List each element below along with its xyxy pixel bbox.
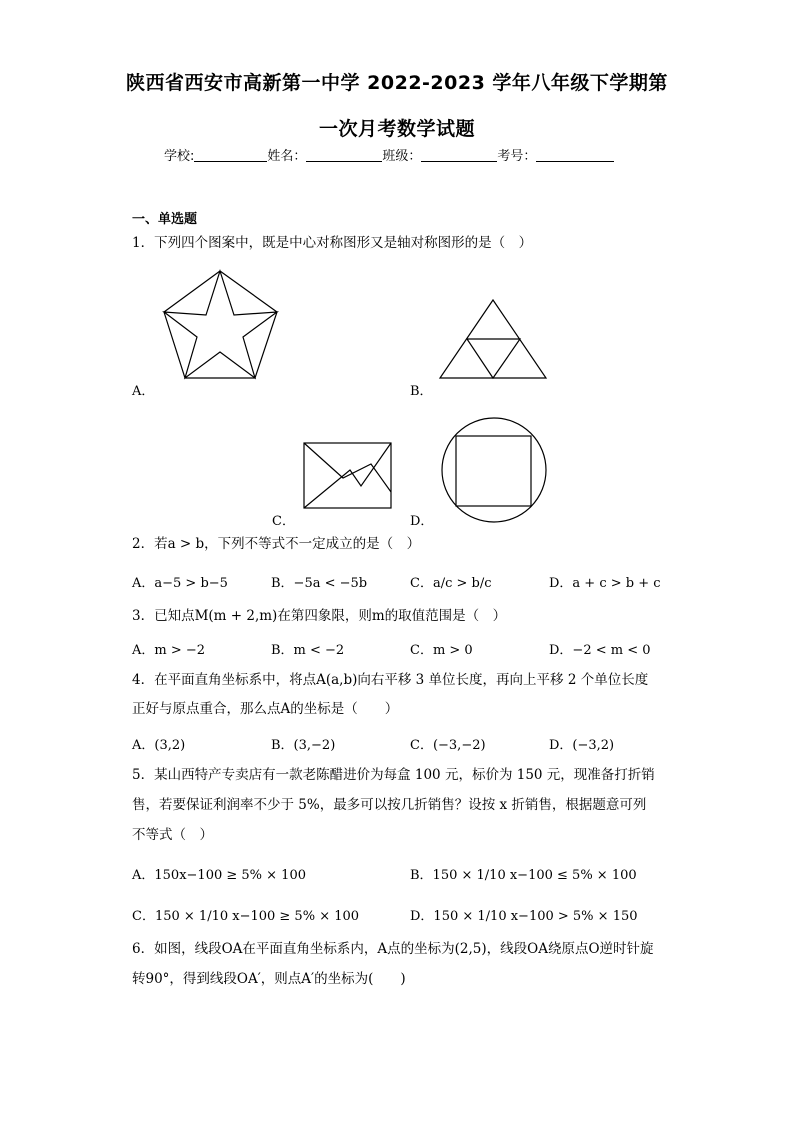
question-5-stem-line-1: 5．某山西特产专卖店有一款老陈醋进价为每盒 100 元，标价为 150 元，现准备打折销 <box>132 767 655 783</box>
circle-square-icon <box>441 417 549 525</box>
q4-option-d[interactable]: D．(−3,2) <box>549 738 615 753</box>
q1-option-b-label[interactable]: B． <box>410 384 433 399</box>
q3-option-d[interactable]: D．−2 < m < 0 <box>549 643 651 658</box>
exam-number-label: 考号： <box>497 149 537 164</box>
info-fields <box>164 145 614 164</box>
question-2-stem: 2．若a > b，下列不等式不一定成立的是（ ） <box>132 536 421 552</box>
q2-option-c[interactable]: C．a/c > b/c <box>410 576 492 591</box>
q3-option-a[interactable]: A．m > −2 <box>132 643 206 658</box>
q2-option-d[interactable]: D．a + c > b + c <box>549 576 661 591</box>
question-5-stem-line-3: 不等式（ ） <box>132 827 213 843</box>
name-label: 姓名： <box>267 149 307 164</box>
q4-option-b[interactable]: B．(3,−2) <box>271 738 336 753</box>
triangle-subdivided-icon <box>440 298 550 380</box>
name-blank[interactable] <box>306 147 382 162</box>
question-5-stem-line-2: 售，若要保证利润率不少于 5%，最多可以按几折销售？设按 x 折销售，根据题意可列 <box>132 797 647 813</box>
q2-option-b[interactable]: B．−5a < −5b <box>271 576 368 591</box>
q4-option-c[interactable]: C．(−3,−2) <box>410 738 486 753</box>
question-3-stem: 3．已知点M(m + 2,m)在第四象限，则m的取值范围是（ ） <box>132 608 507 624</box>
exam-number-blank[interactable] <box>536 147 614 162</box>
q5-option-c[interactable]: C．150 × 1/10 x−100 ≥ 5% × 100 <box>132 909 360 924</box>
question-6-stem-line-1: 6．如图，线段OA在平面直角坐标系内，A点的坐标为(2,5)，线段OA绕原点O逆时针旋 <box>132 941 654 957</box>
school-blank[interactable] <box>194 147 267 162</box>
title-line-1: 陕西省西安市高新第一中学 2022-2023 学年八年级下学期第 <box>126 72 668 94</box>
q5-option-b[interactable]: B．150 × 1/10 x−100 ≤ 5% × 100 <box>410 868 637 883</box>
q4-option-a[interactable]: A．(3,2) <box>132 738 186 753</box>
q5-option-a[interactable]: A．150x−100 ≥ 5% × 100 <box>132 868 306 883</box>
question-4-stem-line-1: 4．在平面直角坐标系中，将点A(a,b)向右平移 3 单位长度，再向上平移 2 个单位长度 <box>132 672 649 688</box>
question-4-stem-line-2: 正好与原点重合，那么点A的坐标是（ ） <box>132 701 399 717</box>
pentagon-star-icon <box>160 266 284 384</box>
question-6-stem-line-2: 转90°，得到线段OA′，则点A′的坐标为( ) <box>132 971 406 987</box>
question-1-stem: 1．下列四个图案中，既是中心对称图形又是轴对称图形的是（ ） <box>132 235 533 251</box>
class-blank[interactable] <box>421 147 497 162</box>
school-label: 学校: <box>164 149 195 164</box>
q1-option-a-label[interactable]: A． <box>132 384 155 399</box>
q5-option-d[interactable]: D．150 × 1/10 x−100 > 5% × 150 <box>410 909 638 924</box>
q2-option-a[interactable]: A．a−5 > b−5 <box>132 576 228 591</box>
q1-option-d-label[interactable]: D． <box>410 514 434 529</box>
rectangle-pattern-icon <box>303 442 393 510</box>
title-line-2: 一次月考数学试题 <box>318 118 475 140</box>
class-label: 班级： <box>382 149 422 164</box>
q3-option-c[interactable]: C．m > 0 <box>410 643 473 658</box>
q1-option-c-label[interactable]: C． <box>272 514 295 529</box>
q3-option-b[interactable]: B．m < −2 <box>271 643 345 658</box>
section-heading: 一、单选题 <box>132 212 198 227</box>
